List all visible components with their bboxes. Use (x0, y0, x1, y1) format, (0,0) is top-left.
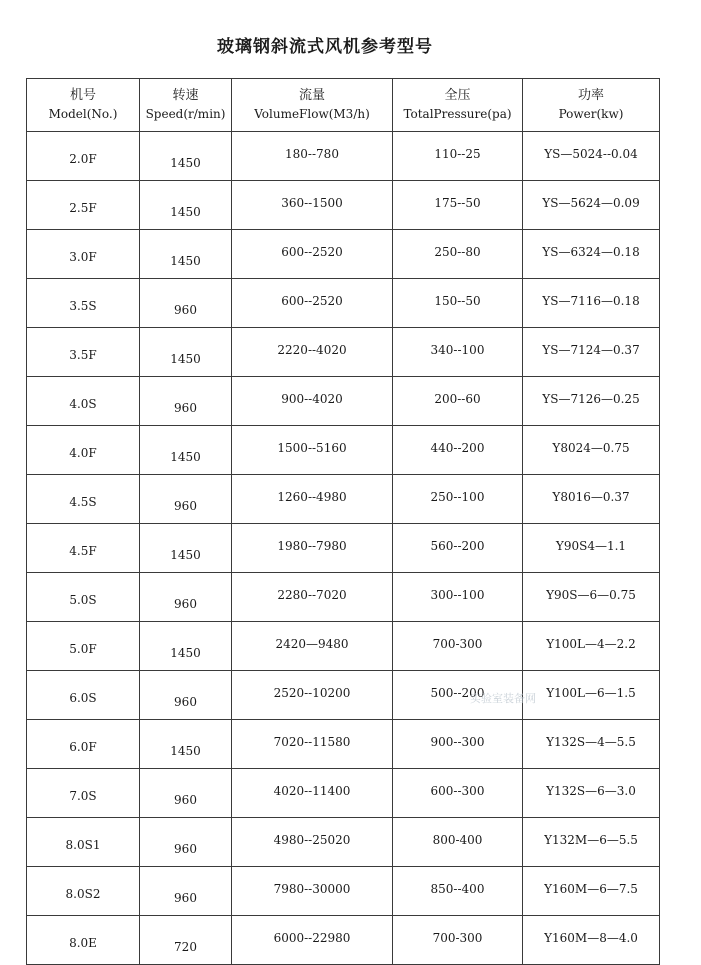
table-row (27, 524, 660, 573)
watermark: 实验室装备网 (470, 692, 536, 705)
cell-total-pressure: 800-400 (393, 818, 523, 867)
cell-volume-flow: 1980--7980 (232, 524, 393, 573)
cell-speed: 1450 (140, 230, 232, 279)
header-label-en: VolumeFlow(M3/h) (254, 107, 370, 121)
cell-volume-flow: 360--1500 (232, 181, 393, 230)
cell-volume-flow: 2280--7020 (232, 573, 393, 622)
cell-power: YS—7124—0.37 (523, 328, 660, 377)
cell-total-pressure: 560--200 (393, 524, 523, 573)
cell-volume-flow: 1500--5160 (232, 426, 393, 475)
cell-speed: 960 (140, 769, 232, 818)
cell-model: 5.0F (27, 622, 140, 671)
cell-model: 2.5F (27, 181, 140, 230)
cell-power: YS—7126—0.25 (523, 377, 660, 426)
cell-speed: 1450 (140, 524, 232, 573)
cell-model: 2.0F (27, 132, 140, 181)
cell-power: Y8024—0.75 (523, 426, 660, 475)
cell-total-pressure: 340--100 (393, 328, 523, 377)
page-title: 玻璃钢斜流式风机参考型号 (217, 37, 433, 57)
cell-volume-flow: 6000--22980 (232, 916, 393, 965)
table-row (27, 132, 660, 181)
cell-power: Y90S—6—0.75 (523, 573, 660, 622)
cell-speed: 720 (140, 916, 232, 965)
cell-speed: 960 (140, 475, 232, 524)
cell-power: Y132M—6—5.5 (523, 818, 660, 867)
cell-speed: 960 (140, 573, 232, 622)
header-label-cn: 转速 (172, 88, 199, 103)
table-row (27, 377, 660, 426)
cell-total-pressure: 600--300 (393, 769, 523, 818)
cell-volume-flow: 600--2520 (232, 230, 393, 279)
cell-model: 4.5F (27, 524, 140, 573)
header-label-cn: 功率 (577, 88, 604, 103)
cell-model: 4.0S (27, 377, 140, 426)
cell-power: YS—6324—0.18 (523, 230, 660, 279)
cell-model: 8.0E (27, 916, 140, 965)
table-row (27, 867, 660, 916)
table-row (27, 573, 660, 622)
cell-volume-flow: 7980--30000 (232, 867, 393, 916)
cell-model: 8.0S2 (27, 867, 140, 916)
cell-volume-flow: 4020--11400 (232, 769, 393, 818)
cell-volume-flow: 4980--25020 (232, 818, 393, 867)
cell-model: 6.0F (27, 720, 140, 769)
cell-volume-flow: 900--4020 (232, 377, 393, 426)
cell-power: Y160M—6—7.5 (523, 867, 660, 916)
cell-volume-flow: 600--2520 (232, 279, 393, 328)
cell-power: Y8016—0.37 (523, 475, 660, 524)
cell-power: Y100L—6—1.5 (523, 671, 660, 720)
cell-total-pressure: 175--50 (393, 181, 523, 230)
cell-model: 7.0S (27, 769, 140, 818)
cell-model: 8.0S1 (27, 818, 140, 867)
header-label-cn: 全压 (444, 88, 471, 103)
table-row (27, 720, 660, 769)
cell-total-pressure: 200--60 (393, 377, 523, 426)
header-label-en: TotalPressure(pa) (403, 107, 512, 121)
cell-volume-flow: 1260--4980 (232, 475, 393, 524)
table-row (27, 475, 660, 524)
table-row (27, 622, 660, 671)
cell-speed: 1450 (140, 720, 232, 769)
cell-total-pressure: 150--50 (393, 279, 523, 328)
header-label-en: Model(No.) (48, 107, 118, 121)
cell-power: Y160M—8—4.0 (523, 916, 660, 965)
cell-power: Y90S4—1.1 (523, 524, 660, 573)
cell-volume-flow: 2220--4020 (232, 328, 393, 377)
cell-total-pressure: 250--100 (393, 475, 523, 524)
cell-power: YS—7116—0.18 (523, 279, 660, 328)
cell-speed: 1450 (140, 328, 232, 377)
header-power (523, 79, 660, 132)
cell-power: Y132S—4—5.5 (523, 720, 660, 769)
cell-speed: 1450 (140, 426, 232, 475)
cell-power: YS—5024--0.04 (523, 132, 660, 181)
cell-speed: 960 (140, 867, 232, 916)
cell-power: Y100L—4—2.2 (523, 622, 660, 671)
cell-model: 3.0F (27, 230, 140, 279)
cell-total-pressure: 700-300 (393, 916, 523, 965)
header-speed (140, 79, 232, 132)
cell-speed: 960 (140, 818, 232, 867)
table-row (27, 279, 660, 328)
cell-volume-flow: 2520--10200 (232, 671, 393, 720)
cell-total-pressure: 440--200 (393, 426, 523, 475)
cell-total-pressure: 850--400 (393, 867, 523, 916)
cell-speed: 1450 (140, 622, 232, 671)
fan-model-table (26, 78, 660, 965)
header-volume-flow (232, 79, 393, 132)
table-row (27, 181, 660, 230)
table-row (27, 328, 660, 377)
header-label-cn: 流量 (298, 88, 325, 103)
header-label-en: Speed(r/min) (145, 107, 226, 121)
header-label-en: Power(kw) (558, 107, 624, 121)
cell-speed: 960 (140, 377, 232, 426)
cell-model: 4.0F (27, 426, 140, 475)
cell-total-pressure: 900--300 (393, 720, 523, 769)
cell-total-pressure: 500--200 (393, 671, 523, 720)
table-row (27, 426, 660, 475)
cell-power: Y132S—6—3.0 (523, 769, 660, 818)
cell-model: 5.0S (27, 573, 140, 622)
cell-model: 4.5S (27, 475, 140, 524)
cell-speed: 960 (140, 671, 232, 720)
cell-speed: 1450 (140, 181, 232, 230)
cell-speed: 1450 (140, 132, 232, 181)
header-total-pressure (393, 79, 523, 132)
header-label-cn: 机号 (69, 88, 96, 103)
table-row (27, 916, 660, 965)
cell-total-pressure: 110--25 (393, 132, 523, 181)
table-row (27, 818, 660, 867)
table-row (27, 769, 660, 818)
header-model (27, 79, 140, 132)
table-row (27, 671, 660, 720)
cell-model: 3.5F (27, 328, 140, 377)
cell-volume-flow: 7020--11580 (232, 720, 393, 769)
cell-power: YS—5624—0.09 (523, 181, 660, 230)
cell-model: 3.5S (27, 279, 140, 328)
cell-volume-flow: 2420—9480 (232, 622, 393, 671)
cell-model: 6.0S (27, 671, 140, 720)
table-row (27, 230, 660, 279)
cell-total-pressure: 300--100 (393, 573, 523, 622)
cell-speed: 960 (140, 279, 232, 328)
cell-volume-flow: 180--780 (232, 132, 393, 181)
cell-total-pressure: 700-300 (393, 622, 523, 671)
cell-total-pressure: 250--80 (393, 230, 523, 279)
table-header-row (27, 79, 660, 132)
